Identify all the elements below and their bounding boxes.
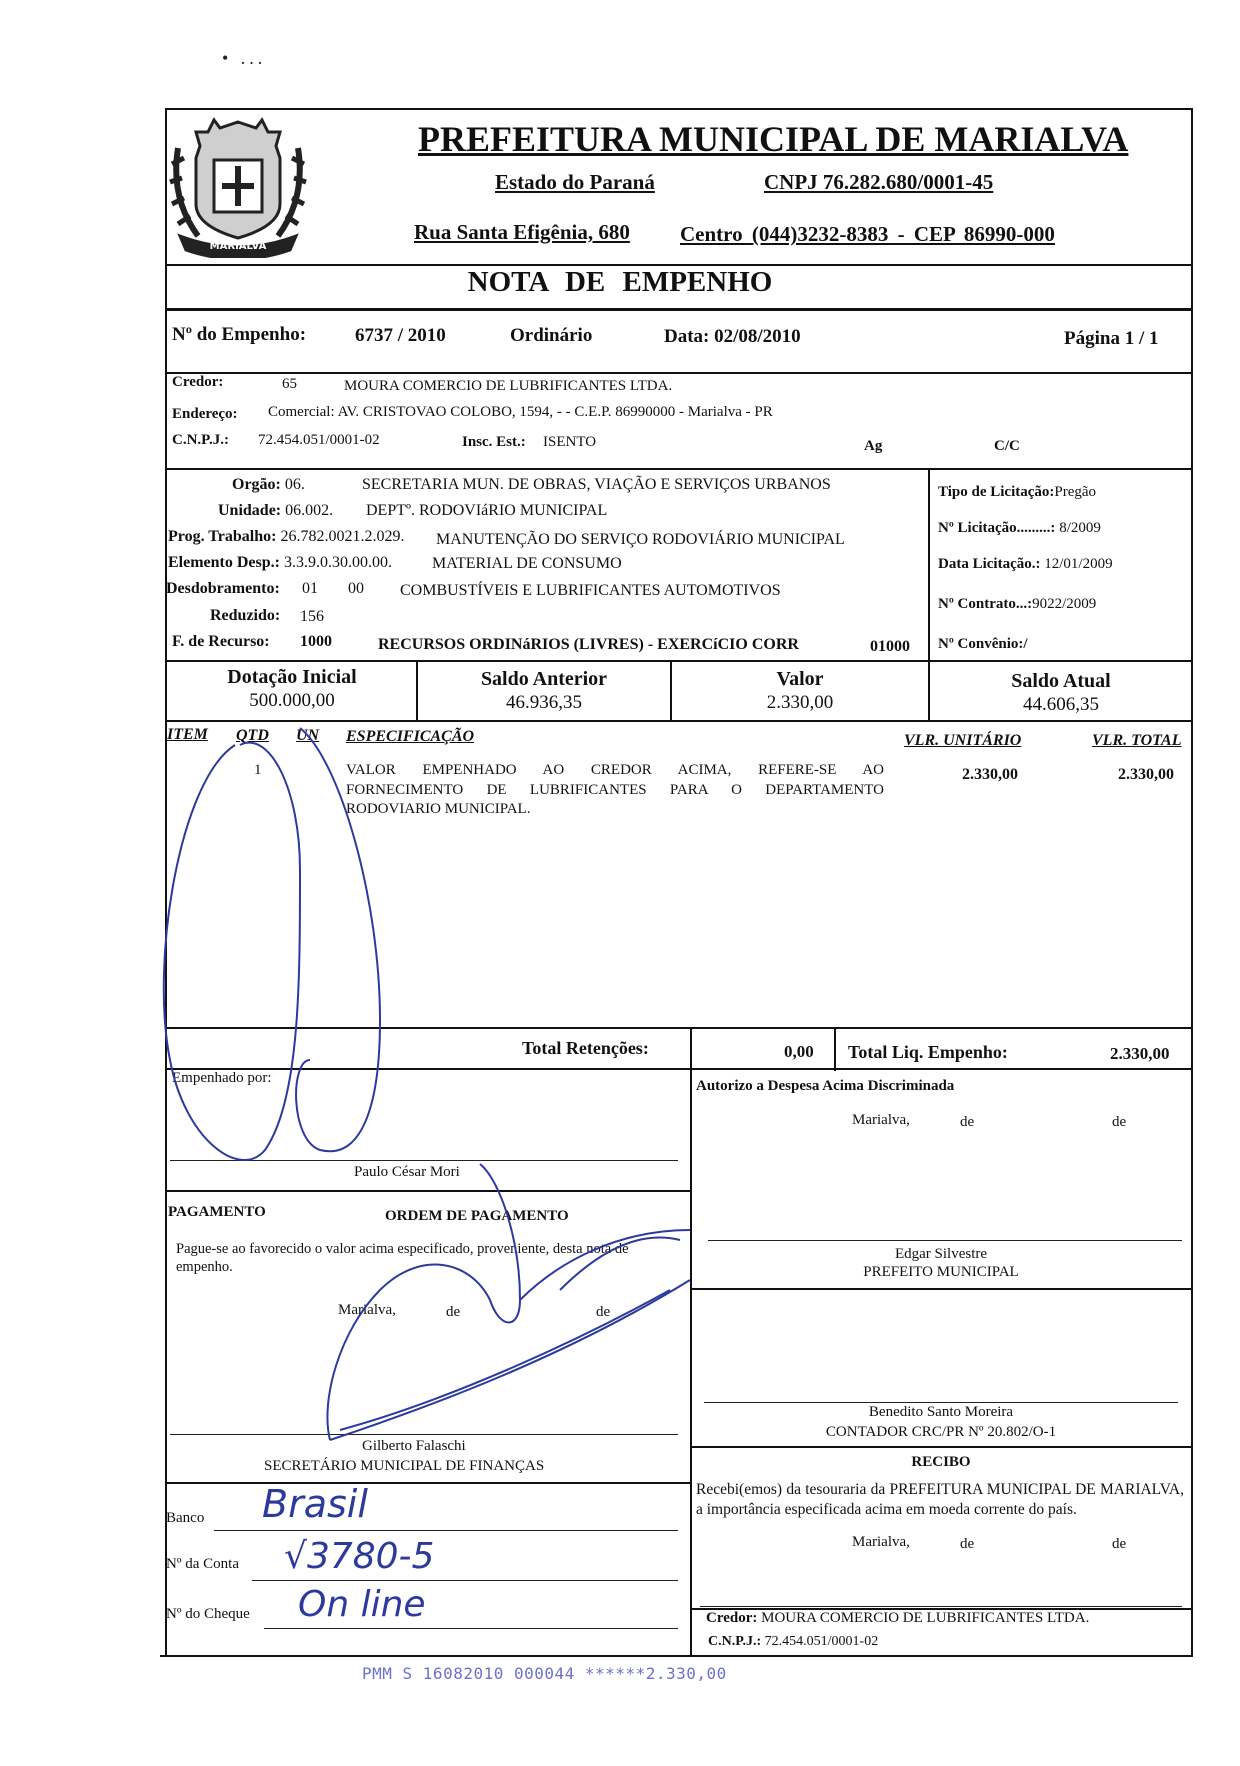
valor-value: 2.330,00	[766, 692, 834, 713]
recibo-credor-name: MOURA COMERCIO DE LUBRIFICANTES LTDA.	[761, 1610, 1090, 1626]
ordem-pagamento-label: ORDEM DE PAGAMENTO	[385, 1208, 569, 1224]
recibo-cnpj-label: C.N.P.J.:	[708, 1634, 762, 1649]
col-unit-value: VLR. UNITÁRIO	[904, 732, 1022, 749]
unidade-code: 06.002.	[285, 502, 334, 519]
municipality-title: PREFEITURA MUNICIPAL DE MARIALVA	[418, 119, 1129, 159]
agency-label: Ag	[864, 438, 883, 454]
tipo-value: Pregão	[1054, 484, 1097, 500]
tipo-label: Tipo de Licitação:	[938, 484, 1055, 500]
valor-label: Valor	[776, 668, 824, 690]
liq-empenho-label: Total Liq. Empenho:	[848, 1042, 1008, 1062]
autorizo-de1: de	[960, 1114, 975, 1130]
credor-label: Credor:	[172, 374, 224, 390]
contador-name: Benedito Santo Moreira	[868, 1404, 1014, 1420]
retencoes-label: Total Retenções:	[522, 1038, 649, 1058]
prefeito-role: PREFEITO MUNICIPAL	[863, 1264, 1019, 1280]
reduzido-value: 156	[300, 608, 324, 625]
autorizo-label: Autorizo a Despesa Acima Discriminada	[696, 1078, 955, 1094]
licitacao-num-label: Nº Licitação.........:	[938, 520, 1056, 536]
pagamento-label: PAGAMENTO	[168, 1204, 266, 1220]
dotacao-label: Dotação Inicial	[227, 666, 357, 688]
contrato-value: 9022/2009	[1032, 596, 1097, 612]
saldo-anterior-value: 46.936,35	[506, 692, 582, 713]
recurso-end: 01000	[870, 638, 910, 655]
dotacao-value: 500.000,00	[249, 690, 335, 711]
unidade-label: Unidade:	[218, 502, 282, 519]
empenho-date: Data: 02/08/2010	[664, 326, 801, 347]
desdob-label: Desdobramento:	[166, 580, 280, 597]
insc-value: ISENTO	[543, 434, 597, 450]
recurso-name: RECURSOS ORDINáRIOS (LIVRES) - EXERCíCIO CORR	[378, 636, 799, 653]
empenho-number: 6737 / 2010	[355, 325, 446, 346]
col-total-value: VLR. TOTAL	[1092, 732, 1182, 749]
item-qtd: 1	[254, 762, 262, 778]
contrato-label: Nº Contrato...:	[938, 596, 1033, 612]
scan-marks: • ...	[222, 48, 267, 68]
credor-code: 65	[282, 376, 297, 392]
liq-empenho-value: 2.330,00	[1110, 1044, 1170, 1063]
licitacao-num-value: 8/2009	[1059, 520, 1101, 536]
licitacao-date-value: 12/01/2009	[1044, 556, 1113, 572]
conta-label: Nº da Conta	[166, 1556, 239, 1572]
empenho-label: Nº do Empenho:	[172, 324, 307, 345]
conta-value: √3780-5	[284, 1536, 435, 1577]
item-desc-line3: RODOVIARIO MUNICIPAL.	[346, 801, 531, 817]
recurso-code: 1000	[300, 633, 332, 650]
cnpj-header: CNPJ 76.282.680/0001-45	[764, 170, 994, 194]
recibo-label: RECIBO	[911, 1454, 971, 1470]
insc-label: Insc. Est.:	[462, 434, 526, 450]
cheque-label: Nº do Cheque	[166, 1606, 250, 1622]
recibo-de2: de	[1112, 1536, 1127, 1552]
convenio-label: Nº Convênio:/	[938, 636, 1028, 652]
col-especificacao: ESPECIFICAÇÃO	[346, 728, 475, 745]
empenhado-name: Paulo César Mori	[354, 1164, 460, 1180]
elem-code: 3.3.9.0.30.00.00.	[283, 554, 392, 571]
banco-value: Brasil	[262, 1482, 368, 1526]
col-item: ITEM	[167, 726, 208, 743]
item-desc-line1: VALOR EMPENHADO AO CREDOR ACIMA, REFERE-SE AO	[346, 762, 884, 778]
desdob-b: 00	[348, 580, 364, 597]
recibo-credor-label: Credor:	[706, 1610, 758, 1626]
contact-info: Centro (044)3232-8383 - CEP 86990-000	[680, 222, 1055, 246]
prog-name: MANUTENÇÃO DO SERVIÇO RODOVIÁRIO MUNICIPAL	[436, 531, 845, 548]
street-address: Rua Santa Efigênia, 680	[414, 220, 630, 244]
elem-label: Elemento Desp.:	[168, 554, 280, 571]
pagamento-de2: de	[596, 1304, 611, 1320]
col-qtd: QTD	[236, 727, 269, 744]
prog-label: Prog. Trabalho:	[168, 528, 277, 545]
contador-role: CONTADOR CRC/PR Nº 20.802/O-1	[825, 1424, 1057, 1440]
recurso-label: F. de Recurso:	[172, 633, 270, 650]
recibo-text: Recebi(emos) da tesouraria da PREFEITURA MUNICIPAL DE MARIALVA, a importância especificada acima em moeda corrente do país.	[696, 1481, 1184, 1518]
pagamento-de1: de	[446, 1304, 461, 1320]
item-desc-line2: FORNECIMENTO DE LUBRIFICANTES PARA O DEPARTAMENTO	[346, 782, 884, 798]
address-label: Endereço:	[172, 406, 238, 422]
reduzido-label: Reduzido:	[210, 607, 281, 624]
saldo-anterior-label: Saldo Anterior	[480, 668, 608, 690]
secretario-role: SECRETÁRIO MUNICIPAL DE FINANÇAS	[264, 1458, 545, 1474]
page-number: Página 1 / 1	[1064, 328, 1159, 349]
payment-stamp: PMM S 16082010 000044 ******2.330,00	[362, 1664, 727, 1683]
account-label: C/C	[994, 438, 1020, 454]
item-total-value: 2.330,00	[1118, 766, 1174, 783]
orgao-name: SECRETARIA MUN. DE OBRAS, VIAÇÃO E SERVIÇOS URBANOS	[362, 476, 831, 493]
saldo-atual-value: 44.606,35	[1023, 694, 1099, 715]
desdob-name: COMBUSTÍVEIS E LUBRIFICANTES AUTOMOTIVOS	[400, 582, 781, 599]
orgao-label: Orgão:	[232, 476, 281, 493]
secretario-name: Gilberto Falaschi	[362, 1438, 466, 1454]
orgao-code: 06.	[284, 476, 305, 493]
pagamento-text: Pague-se ao favorecido o valor acima especificado, proveniente, desta nota de empenho.	[176, 1241, 629, 1275]
state-name: Estado do Paraná	[495, 170, 655, 194]
crest-banner-text: MARIALVA	[209, 241, 267, 252]
unidade-name: DEPTº. RODOVIáRIO MUNICIPAL	[366, 502, 608, 519]
recibo-city: Marialva,	[852, 1534, 910, 1550]
autorizo-de2: de	[1112, 1114, 1127, 1130]
prefeito-name: Edgar Silvestre	[894, 1246, 988, 1262]
item-unit-value: 2.330,00	[962, 766, 1018, 783]
banco-label: Banco	[166, 1510, 205, 1526]
retencoes-value: 0,00	[784, 1042, 814, 1061]
document-title: NOTA DE EMPENHO	[467, 266, 773, 298]
recibo-de1: de	[960, 1536, 975, 1552]
recibo-cnpj: 72.454.051/0001-02	[764, 1634, 879, 1649]
cnpj-label: C.N.P.J.:	[172, 432, 229, 448]
licitacao-date-label: Data Licitação.:	[938, 556, 1041, 572]
credor-address: Comercial: AV. CRISTOVAO COLOBO, 1594, - - C.E.P. 86990000 - Marialva - PR	[268, 404, 773, 420]
empenhado-label: Empenhado por:	[172, 1070, 272, 1086]
cheque-value: On line	[298, 1584, 426, 1625]
col-un: UN	[296, 727, 320, 744]
empenho-type: Ordinário	[510, 325, 593, 346]
prog-code: 26.782.0021.2.029.	[280, 528, 405, 545]
credor-name: MOURA COMERCIO DE LUBRIFICANTES LTDA.	[344, 378, 673, 394]
autorizo-city: Marialva,	[852, 1112, 910, 1128]
saldo-atual-label: Saldo Atual	[1011, 670, 1111, 692]
pagamento-city: Marialva,	[338, 1302, 396, 1318]
credor-cnpj: 72.454.051/0001-02	[258, 432, 380, 448]
desdob-a: 01	[302, 580, 318, 597]
elem-name: MATERIAL DE CONSUMO	[432, 555, 622, 572]
